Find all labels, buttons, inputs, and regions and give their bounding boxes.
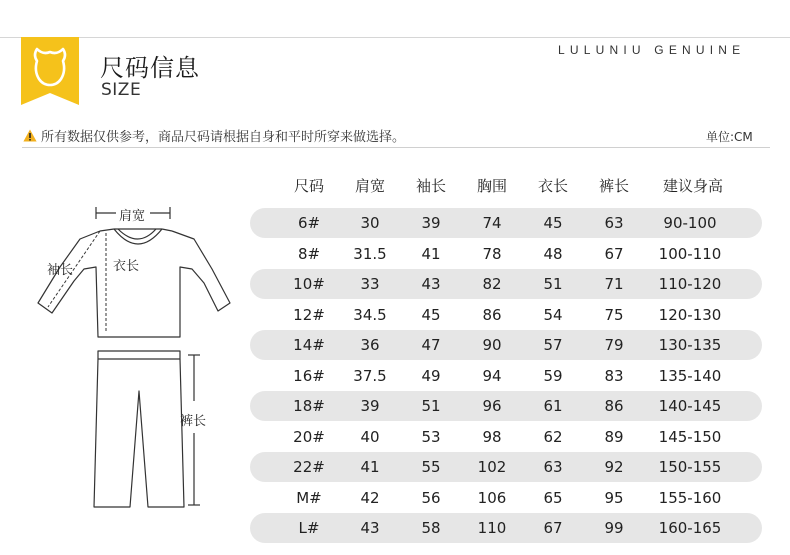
table-cell: 90-100 (663, 214, 717, 232)
table-cell: 90 (482, 336, 502, 354)
col-header-length: 衣长 (537, 177, 568, 195)
table-cell: 55 (421, 458, 441, 476)
col-header-pants: 裤长 (598, 177, 629, 195)
table-cell: 78 (482, 244, 502, 263)
mid-divider (22, 147, 770, 148)
table-cell: 94 (482, 366, 502, 385)
table-cell: 63 (604, 214, 624, 232)
table-cell: 110 (477, 519, 507, 537)
col-header-shoulder: 肩宽 (354, 177, 385, 195)
table-cell: 100-110 (658, 244, 722, 263)
shoulder-label: 肩宽 (119, 209, 146, 224)
table-cell: 42 (360, 488, 380, 507)
table-cell: 102 (477, 458, 507, 476)
table-cell: 145-150 (658, 427, 722, 446)
table-cell: 61 (543, 397, 563, 415)
table-cell: 12# (293, 305, 325, 324)
col-header-chest: 胸围 (476, 177, 507, 195)
table-cell: 56 (421, 488, 441, 507)
table-cell: 82 (482, 275, 502, 293)
table-cell: 39 (421, 214, 441, 232)
brand-name: LULUNIU GENUINE (558, 43, 746, 57)
table-cell: 95 (604, 488, 624, 507)
table-cell: 65 (543, 488, 563, 507)
table-cell: 51 (421, 397, 441, 415)
table-cell: 67 (604, 244, 624, 263)
table-cell: 62 (543, 427, 563, 446)
table-cell: 14# (293, 336, 325, 354)
unit-label: 单位:CM (706, 130, 753, 144)
table-cell: 59 (543, 366, 563, 385)
warning-icon (23, 129, 37, 142)
table-cell: 135-140 (658, 366, 722, 385)
table-cell: 99 (604, 519, 624, 537)
table-cell: 92 (604, 458, 624, 476)
table-cell: 41 (421, 244, 441, 263)
table-cell: 18# (293, 397, 325, 415)
length-label: 衣长 (113, 259, 140, 274)
badge-icon (21, 37, 79, 105)
table-cell: 8# (297, 244, 321, 263)
table-cell: 51 (543, 275, 563, 293)
table-cell: 155-160 (658, 488, 722, 507)
table-cell: 34.5 (353, 305, 387, 324)
table-cell: 106 (477, 488, 507, 507)
table-cell: 33 (360, 275, 380, 293)
table-cell: 39 (360, 397, 380, 415)
notice (23, 126, 405, 145)
table-cell: 140-145 (658, 397, 722, 415)
table-cell: 53 (421, 427, 441, 446)
table-cell: 37.5 (353, 366, 387, 385)
table-cell: 120-130 (658, 305, 722, 324)
page-subtitle: SIZE (101, 80, 142, 100)
table-cell: 130-135 (658, 336, 722, 354)
garment-diagram (30, 195, 250, 515)
table-cell: 49 (421, 366, 441, 385)
col-header-height: 建议身高 (662, 177, 723, 195)
table-cell: 86 (604, 397, 624, 415)
table-cell: 31.5 (353, 244, 387, 263)
table-cell: 22# (293, 458, 325, 476)
table-cell: 110-120 (658, 275, 722, 293)
table-cell: 63 (543, 458, 563, 476)
table-cell: 57 (543, 336, 563, 354)
table-cell: 75 (604, 305, 624, 324)
table-cell: 67 (543, 519, 563, 537)
table-cell: 58 (421, 519, 441, 537)
pants-outline (94, 351, 184, 507)
table-cell: 43 (360, 519, 380, 537)
table-cell: 47 (421, 336, 441, 354)
col-header-size: 尺码 (293, 177, 324, 195)
badge-ribbon (21, 37, 79, 105)
table-cell: 71 (604, 275, 624, 293)
table-cell: L# (298, 519, 320, 537)
table-cell: 10# (293, 275, 325, 293)
table-cell: 30 (360, 214, 380, 232)
table-cell: 150-155 (658, 458, 722, 476)
pants-length-label: 裤长 (180, 414, 207, 429)
table-cell: 45 (421, 305, 441, 324)
table-cell: M# (296, 488, 322, 507)
table-cell: 79 (604, 336, 624, 354)
shirt-outline (38, 229, 230, 337)
table-cell: 16# (293, 366, 325, 385)
table-cell: 96 (482, 397, 502, 415)
table-cell: 6# (297, 214, 321, 232)
table-cell: 43 (421, 275, 441, 293)
sleeve-label: 袖长 (47, 263, 74, 278)
table-cell: 54 (543, 305, 563, 324)
table-cell: 89 (604, 427, 624, 446)
table-cell: 160-165 (658, 519, 722, 537)
table-cell: 45 (543, 214, 563, 232)
table-cell: 20# (293, 427, 325, 446)
table-cell: 98 (482, 427, 502, 446)
notice-text: 所有数据仅供参考，商品尺码请根据自身和平时所穿来做选择。 (41, 130, 406, 145)
table-cell: 48 (543, 244, 563, 263)
col-header-sleeve: 袖长 (415, 177, 446, 195)
top-divider (0, 37, 790, 38)
table-cell: 36 (360, 336, 380, 354)
table-cell: 40 (360, 427, 380, 446)
table-cell: 83 (604, 366, 624, 385)
table-cell: 86 (482, 305, 502, 324)
page-title: 尺码信息 (100, 54, 200, 82)
table-cell: 74 (482, 214, 502, 232)
table-cell: 41 (360, 458, 380, 476)
